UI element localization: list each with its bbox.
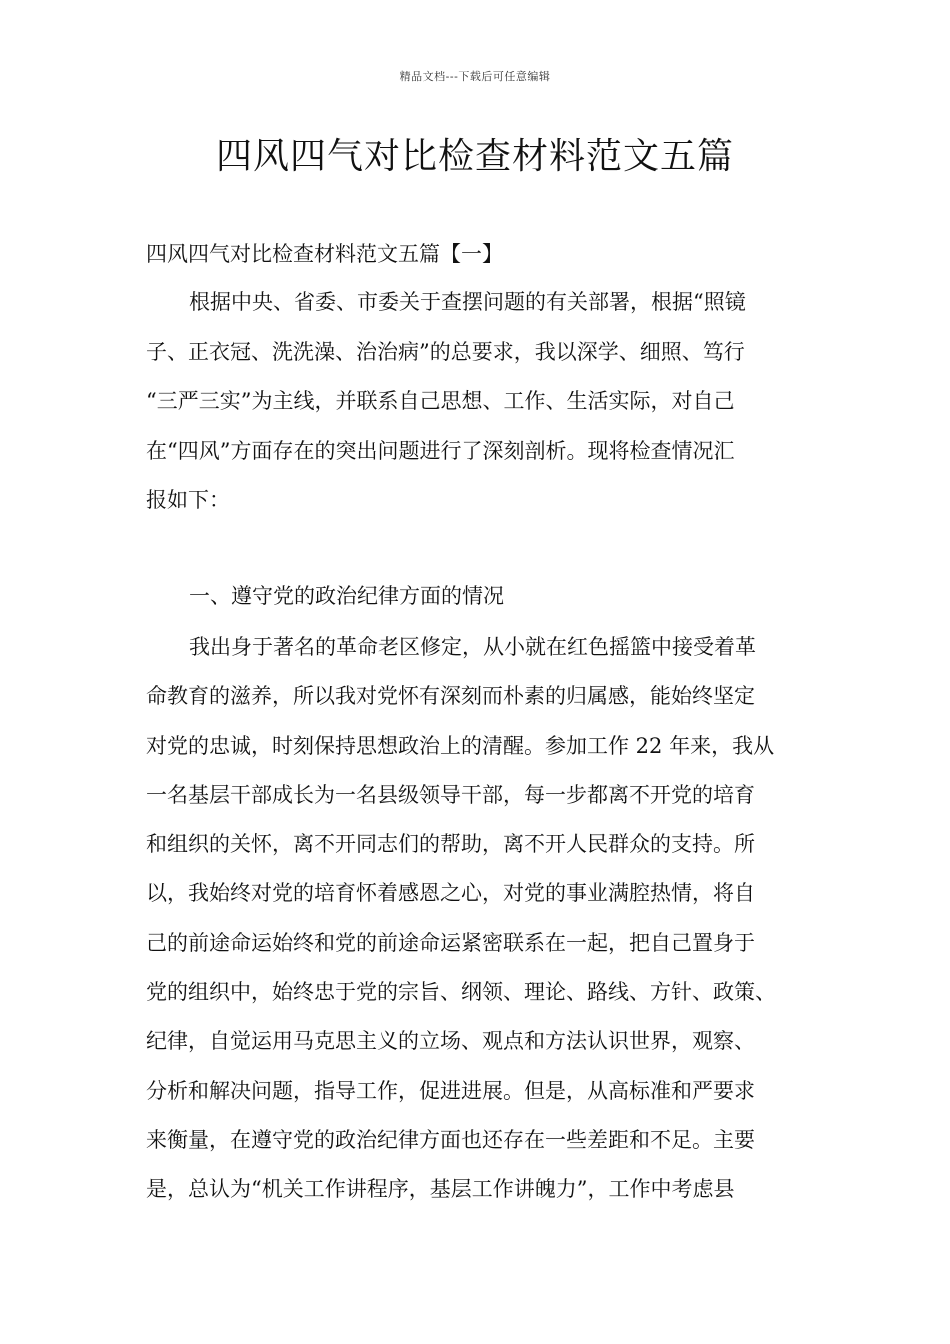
text-line: 来衡量，在遵守党的政治纪律方面也还存在一些差距和不足。主要 <box>146 1127 755 1152</box>
document-title: 四风四气对比检查材料范文五篇 <box>215 136 734 177</box>
text-line: 对党的忠诚，时刻保持思想政治上的清醒。参加工作 22 年来，我从 <box>146 733 775 758</box>
text-line: 报如下： <box>146 488 230 512</box>
text-line: 根据中央、省委、市委关于查摆问题的有关部署，根据“照镜 <box>189 290 746 314</box>
text-line: 我出身于著名的革命老区修定，从小就在红色摇篮中接受着革 <box>189 635 756 659</box>
text-line: 是，总认为“机关工作讲程序，基层工作讲魄力”，工作中考虑县 <box>146 1177 735 1202</box>
page-header: 精品文档---下载后可任意编辑 <box>399 70 551 83</box>
paragraph-1 <box>146 278 806 526</box>
text-line: 纪律，自觉运用马克思主义的立场、观点和方法认识世界，观察、 <box>146 1029 755 1054</box>
text-line: 己的前途命运始终和党的前途命运紧密联系在一起，把自己置身于 <box>146 930 755 955</box>
text-line: 一名基层干部成长为一名县级领导干部，每一步都离不开党的培育 <box>146 782 755 807</box>
text-line: 和组织的关怀，离不开同志们的帮助，离不开人民群众的支持。所 <box>146 832 755 857</box>
text-line: 分析和解决问题，指导工作，促进进展。但是，从高标准和严要求 <box>146 1078 755 1103</box>
paragraph-2 <box>146 623 806 1215</box>
text-line: “三严三实”为主线，并联系自己思想、工作、生活实际，对自己 <box>146 389 735 413</box>
text-line: 命教育的滋养，所以我对党怀有深刻而朴素的归属感，能始终坚定 <box>146 684 755 709</box>
text-line: 在“四风”方面存在的突出问题进行了深刻剖析。现将检查情况汇 <box>146 438 735 463</box>
text-line: 子、正衣冠、洗洗澡、治治病”的总要求，我以深学、细照、笃行 <box>146 339 745 364</box>
section-heading: 一、遵守党的政治纪律方面的情况 <box>189 584 504 608</box>
text-line: 党的组织中，始终忠于党的宗旨、纲领、理论、路线、方针、政策、 <box>146 980 776 1005</box>
text-line: 以，我始终对党的培育怀着感恩之心，对党的事业满腔热情，将自 <box>146 881 755 906</box>
document-subtitle: 四风四气对比检查材料范文五篇【一】 <box>146 242 503 266</box>
